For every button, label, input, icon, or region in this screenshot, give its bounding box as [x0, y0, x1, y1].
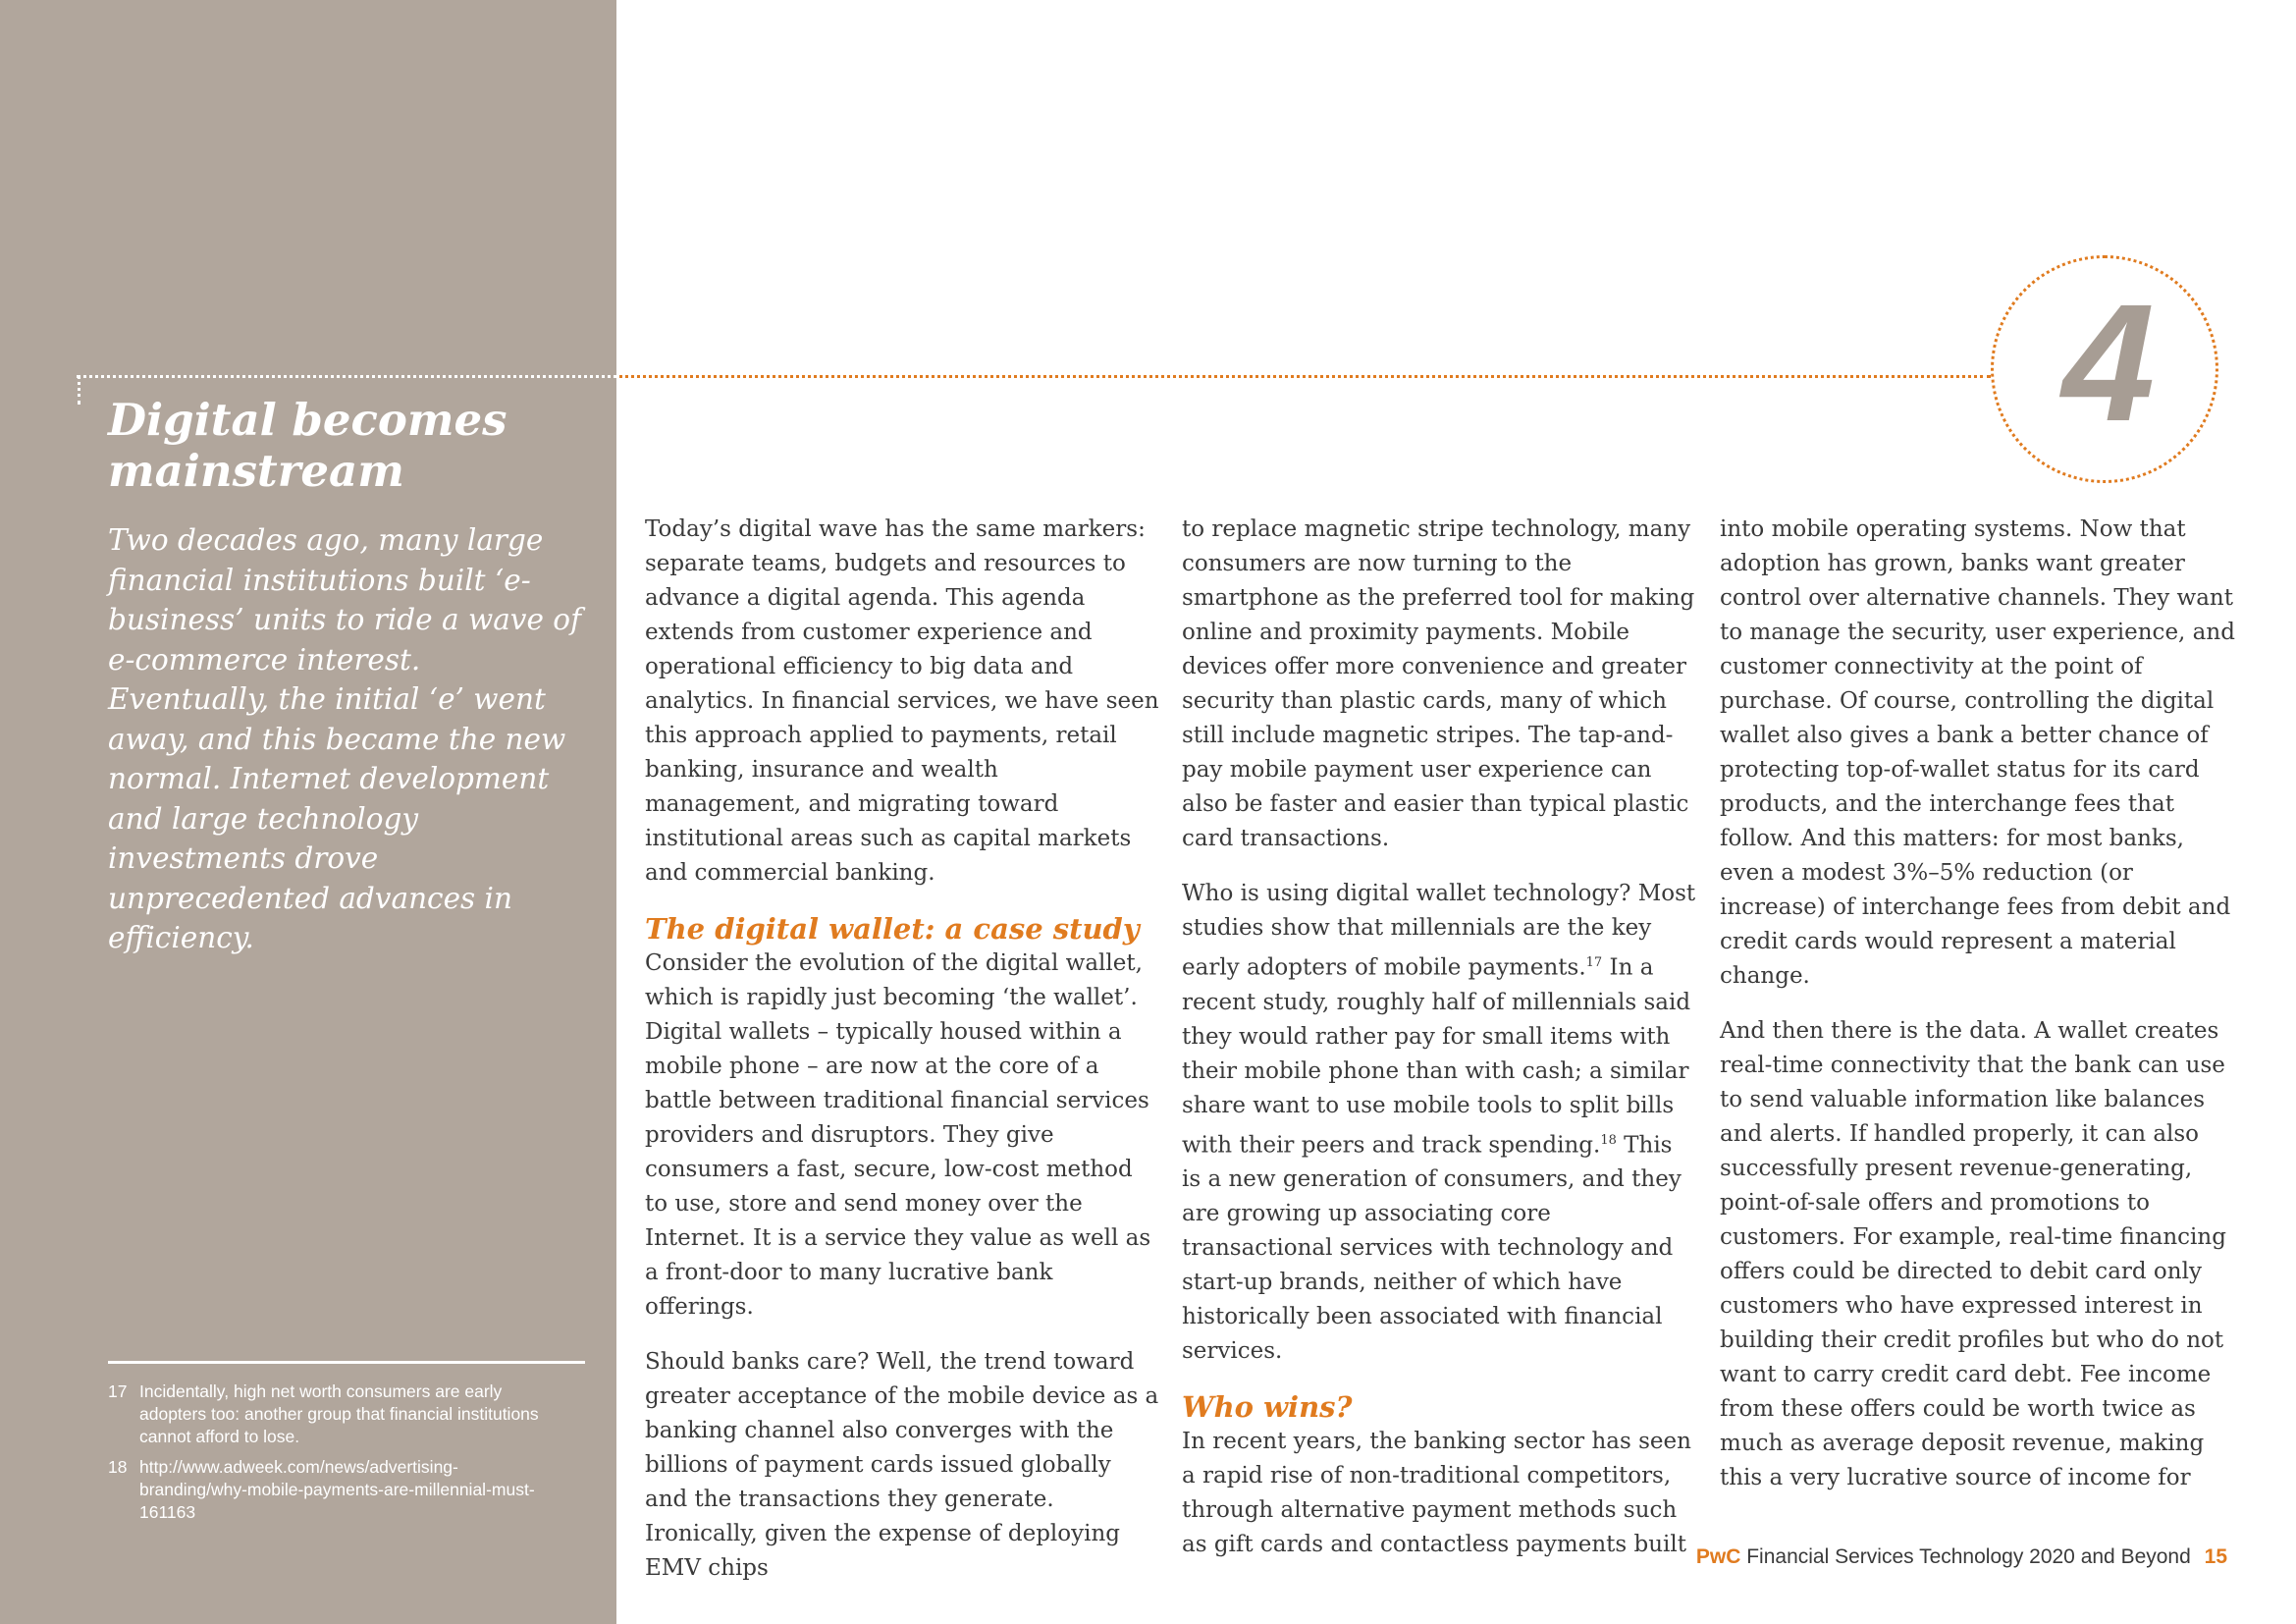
- body-paragraph: Consider the evolution of the digital wallet, which is rapidly just becoming ‘the wallet’. Digital wallets – typically housed within a mobile phone – are now at the core of a battle between traditional financial services providers and disruptors. They give consumers a fast, secure, low-cost method to use, store and send money over the Internet. It is a service they value as well as a front-door to many lucrative bank offerings.: [645, 950, 1151, 1320]
- page-footer: [1696, 1545, 2227, 1569]
- footnote-rule: [108, 1361, 585, 1364]
- footer-title: Financial Services Technology 2020 and Beyond: [1746, 1545, 2191, 1568]
- body-paragraph: [1182, 877, 1697, 1369]
- subheading-digital-wallet: The digital wallet: a case study: [645, 912, 1140, 946]
- body-paragraph: to replace magnetic stripe technology, many consumers are now turning to the smartphone as the preferred tool for making online and proximity payments. Mobile devices offer more convenience and greater security than plastic cards, many of which still include magnetic stripes. The tap-and-pay mobile payment user experience can also be faster and easier than typical plastic card transactions.: [1182, 516, 1695, 851]
- footnote-item: [108, 1380, 560, 1448]
- body-text: In a recent study, roughly half of millennials said they would rather pay for small items with their mobile phone than with cash; a similar share want to use mobile tools to split bills with their peers and track spending.: [1182, 954, 1691, 1159]
- body-column-2: [1182, 513, 1697, 1583]
- footer-brand: PwC: [1695, 1545, 1741, 1568]
- body-paragraph: In recent years, the banking sector has seen a rapid rise of non-traditional competitors, through alternative payment methods such as gift cards and contactless payments built: [1182, 1429, 1691, 1558]
- footnote-link[interactable]: http://www.adweek.com/news/advertising-branding/why-mobile-payments-are-millennial-must-161163: [139, 1457, 535, 1522]
- footnotes: [108, 1380, 560, 1532]
- page-number: 15: [2204, 1545, 2227, 1568]
- body-column-1: [645, 513, 1160, 1606]
- body-column-3: [1720, 513, 2235, 1516]
- footnote-number: 17: [108, 1381, 128, 1401]
- footnote-item: [108, 1456, 560, 1524]
- subheading-who-wins: Who wins?: [1182, 1390, 1353, 1425]
- footnote-number: 18: [108, 1457, 128, 1477]
- body-paragraph: Should banks care? Well, the trend toward greater acceptance of the mobile device as a banking channel also converges with the billions of payment cards issued globally and the transactions they generate. Ironically, given the expense of deploying EMV chips: [645, 1349, 1159, 1581]
- sidebar-divider-line: [77, 375, 616, 378]
- sidebar-divider-tick: [78, 375, 80, 405]
- body-paragraph: into mobile operating systems. Now that adoption has grown, banks want greater control over alternative channels. They want to manage the security, user experience, and customer connectivity at the point of purchase. Of course, controlling the digital wallet also gives a bank a better chance of protecting top-of-wallet status for its card products, and the interchange fees that follow. And this matters: for most banks, even a modest 3%–5% reduction (or increase) of interchange fees from debit and credit cards would represent a material change.: [1720, 516, 2235, 989]
- footnote-ref-18[interactable]: 18: [1600, 1132, 1617, 1148]
- body-text: Who is using digital wallet technology? Most studies show that millennials are the key early adopters of mobile payments.: [1182, 881, 1696, 981]
- body-paragraph: Today’s digital wave has the same markers: separate teams, budgets and resources to advance a digital agenda. This agenda extends from customer experience and operational efficiency to big data and analytics. In financial services, we have seen this approach applied to payments, retail banking, insurance and wealth management, and migrating toward institutional areas such as capital markets and commercial banking.: [645, 516, 1159, 886]
- section-intro: Two decades ago, many large financial institutions built ‘e-business’ units to ride a wave of e-commerce interest. Eventually, the initial ‘e’ went away, and this became the new normal. Internet development and large technology investments drove unprecedented advances in efficiency.: [108, 523, 581, 954]
- body-text: This is a new generation of consumers, and they are growing up associating core transactional services with technology and start-up brands, neither of which have historically been associated with financial services.: [1182, 1132, 1682, 1365]
- chapter-number: 4: [2061, 270, 2156, 457]
- footnote-ref-17[interactable]: 17: [1585, 955, 1603, 970]
- section-title: Digital becomes mainstream: [108, 394, 507, 497]
- footnote-text: Incidentally, high net worth consumers are early adopters too: another group that financial institutions cannot afford to lose.: [139, 1381, 539, 1446]
- chapter-number-circle: [1991, 255, 2218, 483]
- body-paragraph: And then there is the data. A wallet creates real-time connectivity that the bank can use to send valuable information like balances and alerts. If handled properly, it can also successfully present revenue-generating, point-of-sale offers and promotions to customers. For example, real-time financing offers could be directed to debit card only customers who have expressed interest in building their credit profiles but who do not want to carry credit card debt. Fee income from these offers could be worth twice as much as average deposit revenue, making this a very lucrative source of income for: [1720, 1018, 2226, 1490]
